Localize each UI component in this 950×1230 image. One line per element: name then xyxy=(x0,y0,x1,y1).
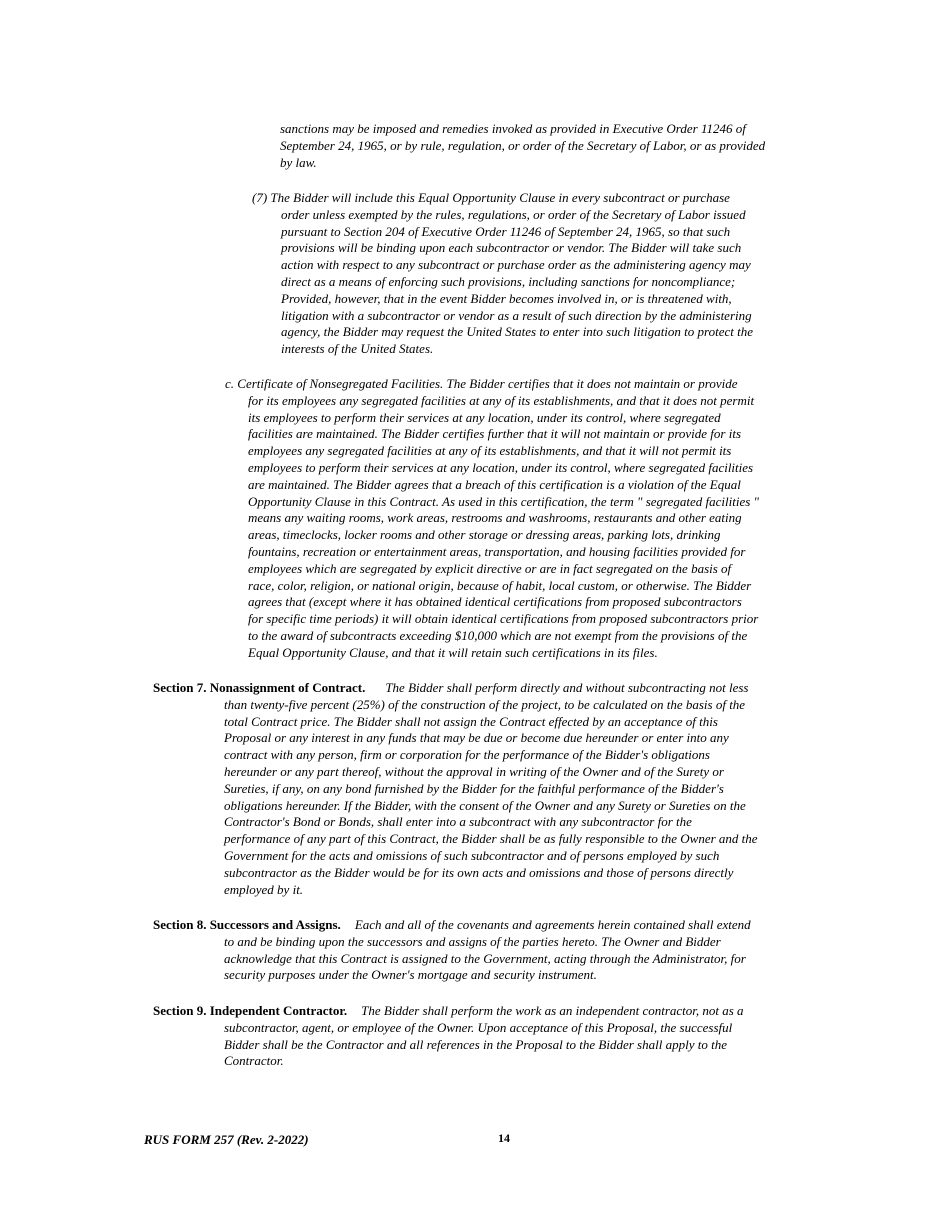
footer-form-label: RUS FORM 257 (Rev. 2-2022) xyxy=(144,1132,309,1147)
text-line: employees which are segregated by explicit directive or are in fact segregated on the basis of xyxy=(248,560,732,576)
text-line: employees to perform their services at any location, under its control, where segregated facilities xyxy=(248,459,754,475)
text-line: to the award of subcontracts exceeding $10,000 which are not exempt from the provisions of the xyxy=(248,627,748,643)
text-line: areas, timeclocks, locker rooms and other storage or dressing areas, parking lots, drinking xyxy=(248,527,721,543)
section-7-first-line xyxy=(153,680,758,697)
text-line: agency, the Bidder may request the United States to enter into such litigation to protect the xyxy=(281,324,753,340)
section-8-first-text: Each and all of the covenants and agreements herein contained shall extend xyxy=(354,917,751,932)
text-line: obligations hereunder. If the Bidder, with the consent of the Owner and any Surety or Sureties on the xyxy=(224,797,746,813)
section-9-first-line xyxy=(153,1003,744,1020)
item-7-first-line: (7) The Bidder will include this Equal Opportunity Clause in every subcontract or purchase xyxy=(252,190,730,205)
text-line: Opportunity Clause in this Contract. As used in this certification, the term " segregated facilities " xyxy=(248,493,760,509)
text-line: subcontractor as the Bidder would be for its own acts and omissions and those of persons directly xyxy=(224,864,734,880)
text-line: litigation with a subcontractor or vendor as a result of such direction by the administering xyxy=(281,307,752,323)
text-line: subcontractor, agent, or employee of the Owner. Upon acceptance of this Proposal, the successful xyxy=(224,1019,733,1035)
item-7-paragraph xyxy=(252,190,753,358)
text-line: Provided, however, that in the event Bidder becomes involved in, or is threatened with, xyxy=(281,290,732,306)
text-line: hereunder or any part thereof, without the approval in writing of the Owner and of the Surety or xyxy=(224,763,724,779)
text-line: direct as a means of enforcing such provisions, including sanctions for noncompliance; xyxy=(281,273,736,289)
text-line: employed by it. xyxy=(224,881,304,897)
text-line: employees any segregated facilities at any of its establishments, and that it will not permit its xyxy=(248,443,732,459)
text-line: order unless exempted by the rules, regulations, or order of the Secretary of Labor issued xyxy=(281,206,746,222)
text-line: total Contract price. The Bidder shall not assign the Contract effected by an acceptance of this xyxy=(224,713,718,729)
section-8-first-line xyxy=(153,917,751,934)
text-line: by law. xyxy=(280,154,317,170)
text-line: fountains, recreation or entertainment areas, transportation, and housing facilities provided for xyxy=(248,543,746,559)
text-line: acknowledge that this Contract is assigned to the Government, acting through the Administrator, for xyxy=(224,950,746,966)
text-line: Government for the acts and omissions of such subcontractor and of persons employed by such xyxy=(224,847,720,863)
text-line: pursuant to Section 204 of Executive Order 11246 of September 24, 1965, so that such xyxy=(281,223,731,239)
text-line: to and be binding upon the successors and assigns of the parties hereto. The Owner and Bidder xyxy=(224,933,721,949)
text-line: its employees to perform their services at any location, under its control, where segregated xyxy=(248,409,721,425)
section-7-first-text: The Bidder shall perform directly and without subcontracting not less xyxy=(385,680,749,695)
section-9-first-text: The Bidder shall perform the work as an independent contractor, not as a xyxy=(361,1003,744,1018)
text-line: performance of any part of this Contract, the Bidder shall be as fully responsible to the Owner and the xyxy=(224,831,758,847)
text-line: are maintained. The Bidder agrees that a breach of this certification is a violation of the Equal xyxy=(248,476,741,492)
section-9-heading: Section 9. Independent Contractor. xyxy=(153,1003,348,1018)
text-line: Contractor. xyxy=(224,1053,284,1069)
text-line: means any waiting rooms, work areas, restrooms and washrooms, restaurants and other eating xyxy=(248,510,742,526)
item-c-first-line: c. Certificate of Nonsegregated Facilities. The Bidder certifies that it does not maintain or provide xyxy=(225,376,738,391)
text-line: provisions will be binding upon each subcontractor or vendor. The Bidder will take such xyxy=(281,240,742,256)
page-number: 14 xyxy=(498,1131,510,1145)
text-line: facilities are maintained. The Bidder certifies further that it will not maintain or provide for its xyxy=(248,426,742,442)
text-line: action with respect to any subcontract or purchase order as the administering agency may xyxy=(281,257,751,273)
text-line: Sureties, if any, on any bond furnished by the Bidder for the faithful performance of the Bidder's xyxy=(224,780,724,796)
text-line: interests of the United States. xyxy=(281,341,434,357)
text-line: than twenty-five percent (25%) of the construction of the project, to be calculated on the basis of the xyxy=(224,696,746,712)
text-line: Equal Opportunity Clause, and that it will retain such certifications in its files. xyxy=(248,644,658,660)
text-line: Proposal or any interest in any funds that may be due or become due hereunder or enter into any xyxy=(224,730,729,746)
item-c-nonsegregated-facilities xyxy=(225,376,759,662)
text-line: security purposes under the Owner's mortgage and security instrument. xyxy=(224,967,597,983)
section-7 xyxy=(153,680,758,898)
section-9 xyxy=(153,1003,744,1070)
text-line: for specific time periods) it will obtain identical certifications from proposed subcontractors prior xyxy=(248,611,759,627)
intro-paragraph xyxy=(280,121,765,171)
text-line: Bidder shall be the Contractor and all references in the Proposal to the Bidder shall apply to the xyxy=(224,1036,727,1052)
section-8-heading: Section 8. Successors and Assigns. xyxy=(153,917,341,932)
text-line: for its employees any segregated facilities at any of its establishments, and that it does not permit xyxy=(248,392,755,408)
section-7-heading: Section 7. Nonassignment of Contract. xyxy=(153,680,366,695)
text-line: contract with any person, firm or corporation for the performance of the Bidder's obligations xyxy=(224,747,710,763)
text-line: sanctions may be imposed and remedies invoked as provided in Executive Order 11246 of xyxy=(280,121,746,136)
text-line: Contractor's Bond or Bonds, shall enter into a subcontract with any subcontractor for the xyxy=(224,814,692,830)
text-line: agrees that (except where it has obtained identical certifications from proposed subcontractors xyxy=(248,594,742,610)
text-line: September 24, 1965, or by rule, regulation, or order of the Secretary of Labor, or as provided xyxy=(280,137,766,153)
section-8 xyxy=(153,917,751,984)
text-line: race, color, religion, or national origin, because of habit, local custom, or otherwise. The Bidder xyxy=(248,577,752,593)
